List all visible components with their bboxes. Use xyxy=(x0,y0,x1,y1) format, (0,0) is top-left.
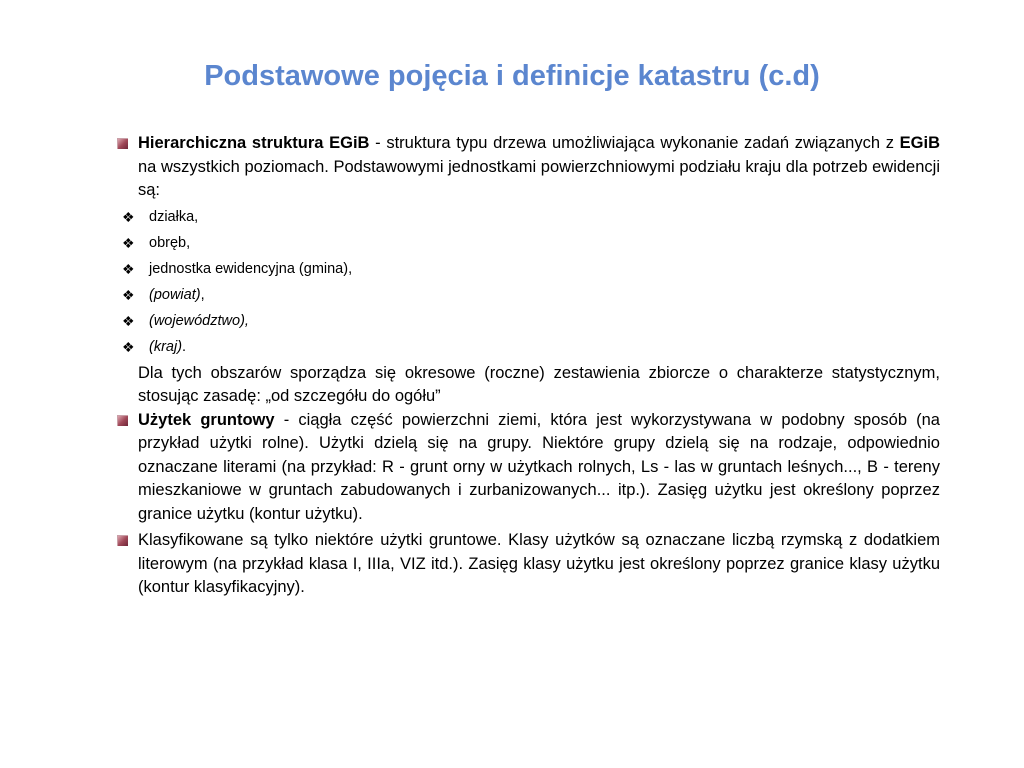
diamond-bullet-icon: ❖ xyxy=(122,338,135,355)
unit-suffix: , xyxy=(200,286,205,303)
unit-item-obreb xyxy=(113,232,940,255)
bullet-hierarchiczna-struktura xyxy=(113,132,940,203)
square-bullet-icon xyxy=(117,415,128,426)
unit-item-jednostka-ewidencyjna xyxy=(113,258,940,281)
unit-item-dzialka xyxy=(113,206,940,229)
unit-suffix: , xyxy=(194,208,199,225)
definition-text-a: - struktura typu drzewa umożliwiająca wykonanie zadań związanych z xyxy=(369,134,900,152)
square-bullet-icon xyxy=(117,138,128,149)
summary-paragraph: Dla tych obszarów sporządza się okresowe (roczne) zestawienia zbiorcze o charakterze statystycznym, stosując zasadę: „od szczegółu do ogółu” xyxy=(138,363,940,405)
diamond-bullet-icon: ❖ xyxy=(122,260,135,277)
unit-item-powiat xyxy=(113,284,940,307)
unit-label: (powiat) xyxy=(149,286,201,303)
unit-item-wojewodztwo xyxy=(113,310,940,333)
square-bullet-icon xyxy=(117,535,128,546)
unit-label: (kraj) xyxy=(149,338,183,355)
term-hierarchiczna-struktura: Hierarchiczna struktura EGiB xyxy=(138,134,370,152)
unit-label: jednostka ewidencyjna (gmina) xyxy=(149,260,349,277)
unit-label: działka xyxy=(149,208,195,225)
unit-label: obręb xyxy=(149,234,187,251)
slide-content xyxy=(113,132,940,600)
unit-item-kraj xyxy=(113,336,940,359)
diamond-bullet-icon: ❖ xyxy=(122,208,135,225)
unit-label: (województwo), xyxy=(149,312,249,329)
definition-text: - ciągła część powierzchni ziemi, która jest wykorzystywana w podobny sposób (na przykład użytki rolne). Użytki dzielą się na grupy. Niektóre grupy dzielą się na rodzaje, odpowiednio oznaczane literami (na przykład: R - grunt orny w użytkach rolnych, Ls - las w gruntach leśnych..., B - tereny mieszkaniowe w gruntach zabudowanych i zurbanizowanych... itp.). Zasięg użytku jest określony poprzez granice użytku (kontur użytku). xyxy=(138,410,940,523)
unit-suffix: , xyxy=(186,234,191,251)
term-egib: EGiB xyxy=(899,134,940,152)
unit-suffix: , xyxy=(348,260,353,277)
diamond-bullet-icon: ❖ xyxy=(122,312,135,329)
term-uzytek-gruntowy: Użytek gruntowy xyxy=(138,410,275,429)
unit-suffix: . xyxy=(182,338,187,355)
bullet-uzytek-gruntowy xyxy=(113,409,940,527)
diamond-bullet-icon: ❖ xyxy=(122,234,135,251)
definition-text: Klasyfikowane są tylko niektóre użytki gruntowe. Klasy użytków są oznaczane liczbą rzymską z dodatkiem literowym (na przykład klasa I, IIIa, VIZ itd.). Zasięg klasy użytku jest określony poprzez granice klasy użytku (kontur klasyfikacyjny). xyxy=(138,531,940,596)
slide-title: Podstawowe pojęcia i definicje katastru (c.d) xyxy=(204,60,820,92)
diamond-bullet-icon: ❖ xyxy=(122,286,135,303)
definition-text-b: na wszystkich poziomach. Podstawowymi jednostkami powierzchniowymi podziału kraju dla potrzeb ewidencji są: xyxy=(138,157,940,199)
bullet-klasyfikacja xyxy=(113,529,940,600)
